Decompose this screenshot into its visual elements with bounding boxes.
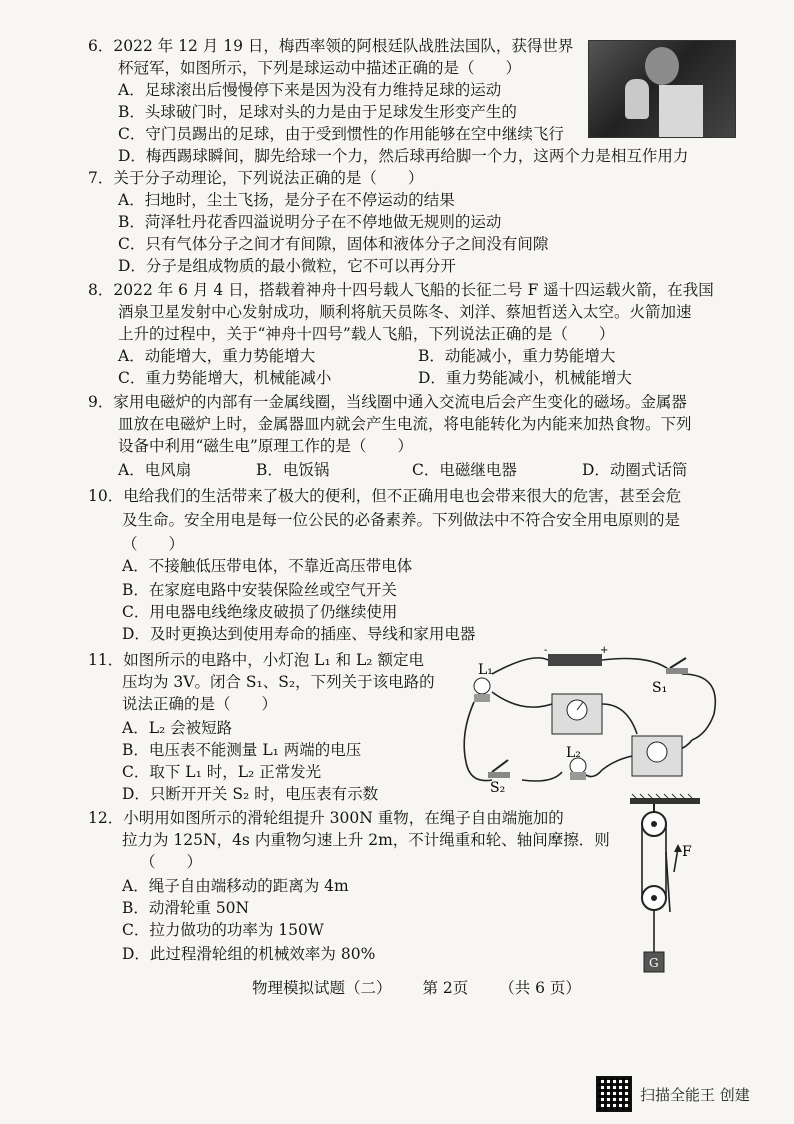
ceiling-bar — [630, 798, 700, 804]
question-6-stem-line-2: 杯冠军，如图所示，下列是球运动中描述正确的是（ ） — [118, 59, 522, 77]
force-label: F — [682, 844, 692, 860]
switch-s2-icon — [492, 760, 508, 772]
question-9-option-d: D．动圈式话筒 — [582, 461, 688, 479]
s1-label: S₁ — [652, 680, 668, 696]
question-10-stem-line-3: （ ） — [122, 535, 185, 553]
question-10-option-a: A．不接触低压带电体，不靠近高压带电体 — [122, 557, 413, 575]
question-10-stem-line-1: 10．电给我们的生活带来了极大的便利，但不正确用电也会带来很大的危害，甚至会危 — [88, 487, 682, 505]
footer-title: 物理模拟试题（二） — [252, 979, 392, 997]
battery-icon — [548, 654, 602, 666]
question-9-option-b: B．电饭锅 — [256, 461, 330, 479]
question-7-option-b: B．菏泽牡丹花香四溢说明分子在不停地做无规则的运动 — [118, 213, 502, 231]
question-6-stem-line-1: 6．2022 年 12 月 19 日，梅西率领的阿根廷队战胜法国队，获得世界 — [88, 37, 574, 55]
question-10-stem-line-2: 及生命。安全用电是每一位公民的必备素养。下列做法中不符合安全用电原则的是 — [122, 511, 681, 529]
question-10-option-d: D．及时更换达到使用寿命的插座、导线和家用电器 — [122, 625, 476, 643]
question-8-option-a: A．动能增大，重力势能增大 — [118, 347, 316, 365]
weight-label: G — [649, 956, 659, 970]
question-9-stem-line-2: 皿放在电磁炉上时，金属器皿内就会产生电流，将电能转化为内能来加热食物。下列 — [118, 415, 692, 433]
question-11-option-c: C．取下 L₁ 时，L₂ 正常发光 — [122, 763, 322, 781]
footer-total: （共 6 页） — [499, 979, 581, 997]
question-7-option-d: D．分子是组成物质的最小微粒，它不可以再分开 — [118, 257, 456, 275]
question-6-option-b: B．头球破门时，足球对头的力是由于足球发生形变产生的 — [118, 103, 517, 121]
question-6-option-d: D．梅西踢球瞬间，脚先给球一个力，然后球再给脚一个力，这两个力是相互作用力 — [118, 147, 689, 165]
question-12-stem-line-3: （ ） — [140, 853, 203, 871]
question-11-stem-line-3: 说法正确的是（ ） — [122, 695, 278, 713]
bulb-l1-icon — [474, 678, 490, 694]
question-6-option-a: A．足球滚出后慢慢停下来是因为没有力维持足球的运动 — [118, 81, 502, 99]
question-12-option-c: C．拉力做功的功率为 150W — [122, 921, 324, 939]
l2-label: L₂ — [566, 745, 581, 761]
pulley-diagram — [620, 792, 710, 978]
question-8-option-d: D．重力势能减小，机械能增大 — [418, 369, 632, 387]
question-11-stem-line-1: 11．如图所示的电路中，小灯泡 L₁ 和 L₂ 额定电 — [88, 651, 424, 669]
scanner-watermark — [596, 1076, 750, 1112]
question-12-option-a: A．绳子自由端移动的距离为 4m — [122, 877, 349, 895]
messi-trophy-photo — [588, 40, 736, 138]
question-11-option-a: A．L₂ 会被短路 — [122, 719, 233, 737]
question-8-stem-line-1: 8．2022 年 6 月 4 日，搭载着神舟十四号载人飞船的长征二号 F 遥十四运载火箭，在我国 — [88, 281, 714, 299]
question-11-option-b: B．电压表不能测量 L₁ 两端的电压 — [122, 741, 362, 759]
battery-minus-label: - — [544, 645, 548, 656]
s2-label: S₂ — [490, 780, 506, 792]
footer-page: 第 2页 — [422, 979, 469, 997]
question-9-stem-line-3: 设备中利用“磁生电”原理工作的是（ ） — [118, 437, 413, 455]
question-7-stem: 7．关于分子动理论，下列说法正确的是（ ） — [88, 169, 424, 187]
question-8-stem-line-2: 酒泉卫星发射中心发射成功，顺利将航天员陈冬、刘洋、蔡旭哲送入太空。火箭加速 — [118, 303, 692, 321]
question-9-stem-line-1: 9．家用电磁炉的内部有一金属线圈，当线圈中通入交流电后会产生变化的磁场。金属器 — [88, 393, 687, 411]
circuit-diagram — [452, 644, 734, 792]
question-8-stem-line-3: 上升的过程中，关于“神舟十四号”载人飞船，下列说法正确的是（ ） — [118, 325, 615, 343]
switch-s1-icon — [670, 658, 686, 668]
question-9-option-c: C．电磁继电器 — [412, 461, 517, 479]
question-9-option-a: A．电风扇 — [118, 461, 192, 479]
watermark-text: 扫描全能王 创建 — [640, 1085, 750, 1104]
question-10-option-b: B．在家庭电路中安装保险丝或空气开关 — [122, 581, 397, 599]
question-8-option-b: B．动能减小，重力势能增大 — [418, 347, 616, 365]
question-7-option-c: C．只有气体分子之间才有间隙，固体和液体分子之间没有间隙 — [118, 235, 549, 253]
question-6-option-c: C．守门员踢出的足球，由于受到惯性的作用能够在空中继续飞行 — [118, 125, 564, 143]
l1-label: L₁ — [478, 662, 493, 678]
question-12-stem-line-1: 12．小明用如图所示的滑轮组提升 300N 重物，在绳子自由端施加的 — [88, 809, 564, 827]
page-footer — [252, 976, 607, 998]
question-12-option-b: B．动滑轮重 50N — [122, 899, 250, 917]
question-10-option-c: C．用电器电线绝缘皮破损了仍继续使用 — [122, 603, 398, 621]
question-7-option-a: A．扫地时，尘土飞扬，是分子在不停运动的结果 — [118, 191, 455, 209]
question-12-stem-line-2: 拉力为 125N，4s 内重物匀速上升 2m，不计绳重和轮、轴间摩擦．则 — [122, 831, 610, 849]
qr-code-icon — [596, 1076, 632, 1112]
question-8-option-c: C．重力势能增大，机械能减小 — [118, 369, 332, 387]
question-11-stem-line-2: 压均为 3V。闭合 S₁、S₂，下列关于该电路的 — [122, 673, 435, 691]
question-11-option-d: D．只断开开关 S₂ 时，电压表有示数 — [122, 785, 379, 803]
question-12-option-d: D．此过程滑轮组的机械效率为 80% — [122, 945, 376, 963]
battery-plus-label: + — [600, 645, 609, 656]
